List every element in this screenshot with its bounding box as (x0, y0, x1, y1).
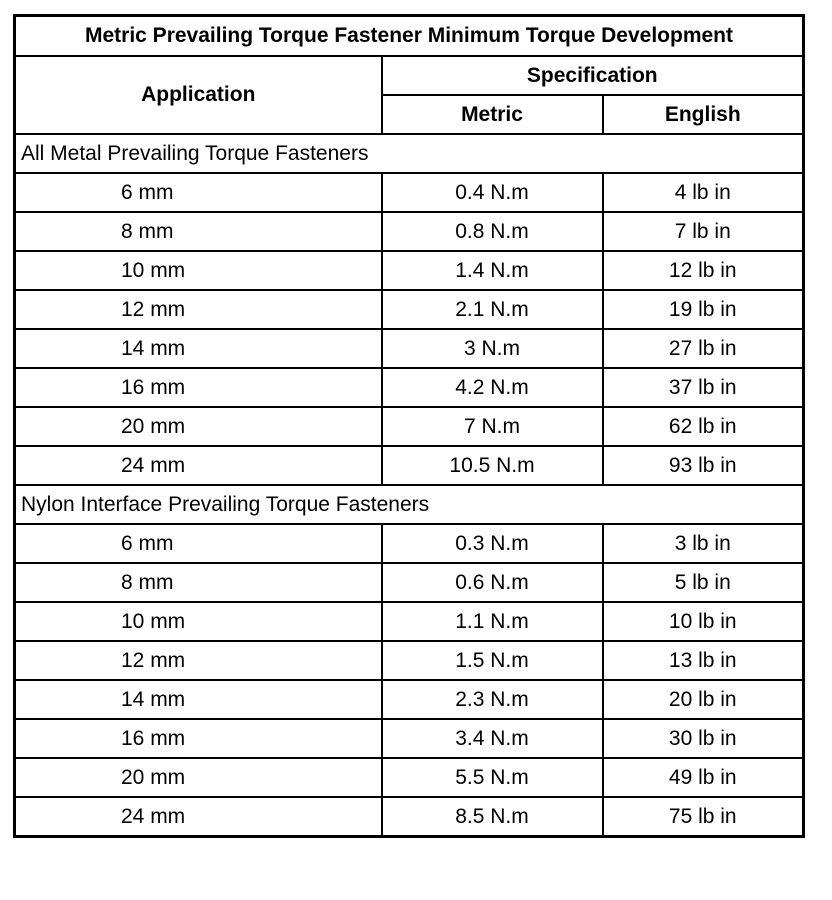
english-cell: 62 lb in (603, 407, 804, 446)
application-cell: 20 mm (15, 758, 382, 797)
application-cell: 16 mm (15, 719, 382, 758)
table-row (15, 524, 804, 563)
table-row (15, 563, 804, 602)
english-cell: 4 lb in (603, 173, 804, 212)
metric-cell: 1.4 N.m (382, 251, 603, 290)
metric-cell: 2.1 N.m (382, 290, 603, 329)
metric-cell: 0.8 N.m (382, 212, 603, 251)
english-cell: 30 lb in (603, 719, 804, 758)
table-body (15, 134, 804, 837)
application-header: Application (15, 56, 382, 134)
section-title: Nylon Interface Prevailing Torque Fasteners (15, 485, 804, 524)
title-row (15, 16, 804, 57)
english-cell: 20 lb in (603, 680, 804, 719)
metric-cell: 1.1 N.m (382, 602, 603, 641)
metric-header: Metric (382, 95, 603, 134)
table-row (15, 212, 804, 251)
application-cell: 10 mm (15, 251, 382, 290)
metric-cell: 1.5 N.m (382, 641, 603, 680)
table-row (15, 368, 804, 407)
specification-header: Specification (382, 56, 804, 95)
application-cell: 6 mm (15, 173, 382, 212)
english-cell: 10 lb in (603, 602, 804, 641)
table-row (15, 719, 804, 758)
metric-cell: 8.5 N.m (382, 797, 603, 837)
metric-cell: 5.5 N.m (382, 758, 603, 797)
application-cell: 12 mm (15, 290, 382, 329)
application-cell: 24 mm (15, 797, 382, 837)
english-cell: 5 lb in (603, 563, 804, 602)
application-cell: 16 mm (15, 368, 382, 407)
application-cell: 14 mm (15, 680, 382, 719)
metric-cell: 0.3 N.m (382, 524, 603, 563)
application-cell: 6 mm (15, 524, 382, 563)
metric-cell: 10.5 N.m (382, 446, 603, 485)
english-cell: 19 lb in (603, 290, 804, 329)
table-row (15, 758, 804, 797)
english-header: English (603, 95, 804, 134)
section-row (15, 134, 804, 173)
table-row (15, 446, 804, 485)
metric-cell: 7 N.m (382, 407, 603, 446)
application-cell: 8 mm (15, 212, 382, 251)
header-row-1 (15, 56, 804, 95)
english-cell: 93 lb in (603, 446, 804, 485)
english-cell: 12 lb in (603, 251, 804, 290)
english-cell: 27 lb in (603, 329, 804, 368)
english-cell: 37 lb in (603, 368, 804, 407)
table-row (15, 173, 804, 212)
table-row (15, 641, 804, 680)
application-cell: 10 mm (15, 602, 382, 641)
metric-cell: 0.6 N.m (382, 563, 603, 602)
table-title: Metric Prevailing Torque Fastener Minimum Torque Development (15, 16, 804, 57)
table-row (15, 407, 804, 446)
english-cell: 49 lb in (603, 758, 804, 797)
english-cell: 75 lb in (603, 797, 804, 837)
torque-spec-table (13, 14, 805, 838)
metric-cell: 3 N.m (382, 329, 603, 368)
metric-cell: 0.4 N.m (382, 173, 603, 212)
section-row (15, 485, 804, 524)
table-row (15, 329, 804, 368)
table-row (15, 797, 804, 837)
table-row (15, 290, 804, 329)
application-cell: 20 mm (15, 407, 382, 446)
table-row (15, 251, 804, 290)
application-cell: 8 mm (15, 563, 382, 602)
table-row (15, 602, 804, 641)
metric-cell: 2.3 N.m (382, 680, 603, 719)
section-title: All Metal Prevailing Torque Fasteners (15, 134, 804, 173)
table-row (15, 680, 804, 719)
table-header (15, 16, 804, 135)
application-cell: 24 mm (15, 446, 382, 485)
metric-cell: 3.4 N.m (382, 719, 603, 758)
english-cell: 3 lb in (603, 524, 804, 563)
english-cell: 7 lb in (603, 212, 804, 251)
application-cell: 12 mm (15, 641, 382, 680)
metric-cell: 4.2 N.m (382, 368, 603, 407)
application-cell: 14 mm (15, 329, 382, 368)
english-cell: 13 lb in (603, 641, 804, 680)
